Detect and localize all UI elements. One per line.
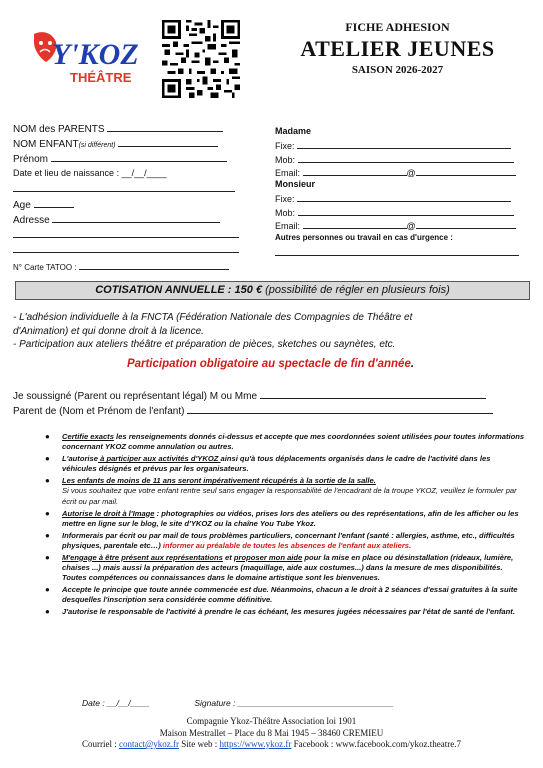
ykoz-logo — [30, 28, 140, 90]
courriel-label: Courriel : — [81, 739, 117, 749]
list-item: ● L'autorise à participer aux activités d'YKOZ ainsi qu'à tous déplacements organisés dans le cadre de l'activité dans les véhicules désignés et prévus par les organisateurs. — [45, 454, 527, 475]
fixe-label: Fixe: — [275, 194, 295, 205]
urgence-label: Autres personnes ou travail en cas d'urgence : — [275, 233, 453, 243]
contact-form — [275, 125, 525, 258]
footer-contacts — [0, 739, 543, 751]
list-item: ● Accepte le principe que toute année commencée est due. Néanmoins, chacun a le droit à 2 séances d'essai gratuites à la suite desquelles l'inscription sera considérée comme définitive. — [45, 585, 527, 606]
mob-label: Mob: — [275, 154, 296, 165]
at-sign: @ — [406, 221, 416, 232]
parent-of-field[interactable] — [13, 403, 528, 418]
monsieur-mob-field[interactable] — [275, 205, 525, 218]
participation-text: Participation obligatoire au spectacle de fin d'année — [126, 358, 411, 370]
logo-subtext: THÉÂTRE — [70, 70, 132, 85]
birth-date-blank: __/__/____ — [121, 168, 167, 178]
info-line3: - Participation aux ateliers théâtre et préparation de pièces, sketches ou saynètes, etc. — [13, 339, 396, 350]
signatory-label: Je soussigné (Parent ou représentant légal) M ou Mme — [13, 391, 258, 402]
list-item: ● M'engage à être présent aux représentations et proposer mon aide pour la mise en place ou désinstallation (rideaux, lumière, chaises ...) mais aussi la préparation des acteurs (maquillage, aide aux costumes...) dans la mesure de mes disponibilités. Toutes compétences ou connaissances dans le domaine artistique sont les bienvenues. — [45, 553, 527, 584]
birth-field[interactable] — [13, 166, 268, 181]
madame-mob-field[interactable] — [275, 152, 525, 165]
address-line2[interactable] — [13, 227, 268, 242]
fixe-label: Fixe: — [275, 141, 295, 152]
age-label: Age — [13, 200, 31, 211]
logo-text: Y'KOZ — [52, 38, 139, 71]
cotisation-label: COTISATION ANNUELLE : 150 € — [95, 284, 263, 296]
madame-email-field[interactable] — [275, 165, 525, 178]
firstname-label: Prénom — [13, 154, 49, 165]
parents-field[interactable] — [13, 121, 268, 136]
signature-field[interactable]: Signature : _________________________________ — [194, 698, 394, 708]
address-label: Adresse — [13, 215, 50, 226]
parents-label: NOM des PARENTS — [13, 124, 105, 135]
madame-heading: Madame — [275, 126, 312, 136]
info-line2: d'Animation) et qui donne droit à la licence. — [13, 325, 204, 337]
urgence-field[interactable] — [275, 245, 525, 258]
list-item: ● Les enfants de moins de 11 ans seront impérativement récupérés à la sortie de la salle. Si vous souhaitez que votre enfant rentre seul sans engager la responsabilité de l'encadrant de la troupe YKOZ, veuillez le formuler par écrit ou par mail. — [45, 476, 527, 507]
age-field[interactable] — [13, 197, 268, 212]
facebook-text: Facebook : www.facebook.com/ykoz.theatre.7 — [293, 739, 462, 749]
participation-notice — [13, 358, 528, 370]
address-field[interactable] — [13, 212, 268, 227]
list-item: ● Autorise le droit à l'Image : photographies ou vidéos, prises lors des ateliers ou des représentations, afin de les afficher ou les mettre en ligne sur le blog, le site d'YKOZ ou la chaîne You Tube Ykoz. — [45, 509, 527, 530]
website-link[interactable]: https://www.ykoz.fr — [219, 739, 292, 749]
header-line1: FICHE ADHESION — [345, 20, 450, 34]
address-line3[interactable] — [13, 242, 268, 257]
qr-code — [162, 20, 240, 98]
child-info-form — [13, 121, 268, 274]
footer-line1: Compagnie Ykoz-Théâtre Association loi 1901 — [186, 716, 357, 726]
parent-of-label: Parent de (Nom et Prénom de l'enfant) — [13, 406, 185, 417]
child-name-label: NOM ENFANT — [13, 139, 79, 150]
child-name-field[interactable] — [13, 136, 268, 151]
date-field[interactable]: Date : __/__/____ — [82, 698, 150, 708]
cotisation-banner — [15, 281, 530, 300]
firstname-field[interactable] — [13, 151, 268, 166]
page-title: ATELIER JEUNES — [300, 36, 495, 61]
date-signature — [82, 698, 394, 708]
mob-label: Mob: — [275, 207, 296, 218]
madame-fixe-field[interactable] — [275, 138, 525, 151]
birth-label: Date et lieu de naissance : — [13, 168, 120, 178]
tatoo-card-field[interactable] — [13, 259, 268, 274]
document-header — [270, 20, 525, 76]
list-item: ● Certifie exacts les renseignements donnés ci-dessus et accepte que mes coordonnées soient utilisées pour toutes informations concernant YKOZ comme annulation ou autres. — [45, 432, 527, 453]
info-line1: - L'adhésion individuelle à la FNCTA (Fédération Nationale des Compagnies de Théâtre et — [13, 312, 413, 323]
monsieur-email-field[interactable] — [275, 218, 525, 231]
participation-dot: . — [410, 358, 415, 370]
monsieur-fixe-field[interactable] — [275, 191, 525, 204]
footer-line2: Maison Mestrallet – Place du 8 Mai 1945 – 38460 CREMIEU — [159, 727, 384, 738]
commitments-list — [45, 432, 527, 619]
list-item: ● J'autorise le responsable de l'activité à prendre le cas échéant, les mesures jugées nécessaires par l'état de santé de l'enfant. — [45, 607, 527, 617]
email-label: Email: — [275, 221, 301, 232]
membership-info — [13, 311, 528, 352]
season: SAISON 2026-2027 — [351, 64, 444, 76]
site-label: Site web : — [181, 739, 218, 749]
signatory-section — [13, 388, 528, 418]
list-item: ● Informerais par écrit ou par mail de tous problèmes particuliers, concernant l'enfant (santé : allergies, asthme, etc., difficultés physiques, parentale etc…) informer au préalable de toutes les absences de l'enfant aux ateliers. — [45, 531, 527, 552]
birth-continuation[interactable] — [13, 181, 268, 196]
at-sign: @ — [406, 167, 416, 178]
signatory-field[interactable] — [13, 388, 528, 403]
email-label: Email: — [275, 167, 301, 178]
child-name-note: (si différent) — [78, 142, 116, 149]
logo-mask-icon — [30, 28, 140, 90]
tatoo-label: N° Carte TATOO : — [13, 263, 77, 272]
email-link[interactable]: contact@ykoz.fr — [118, 739, 179, 749]
footer — [0, 716, 543, 751]
monsieur-heading: Monsieur — [275, 179, 316, 190]
cotisation-note: (possibilité de régler en plusieurs fois) — [265, 284, 450, 296]
